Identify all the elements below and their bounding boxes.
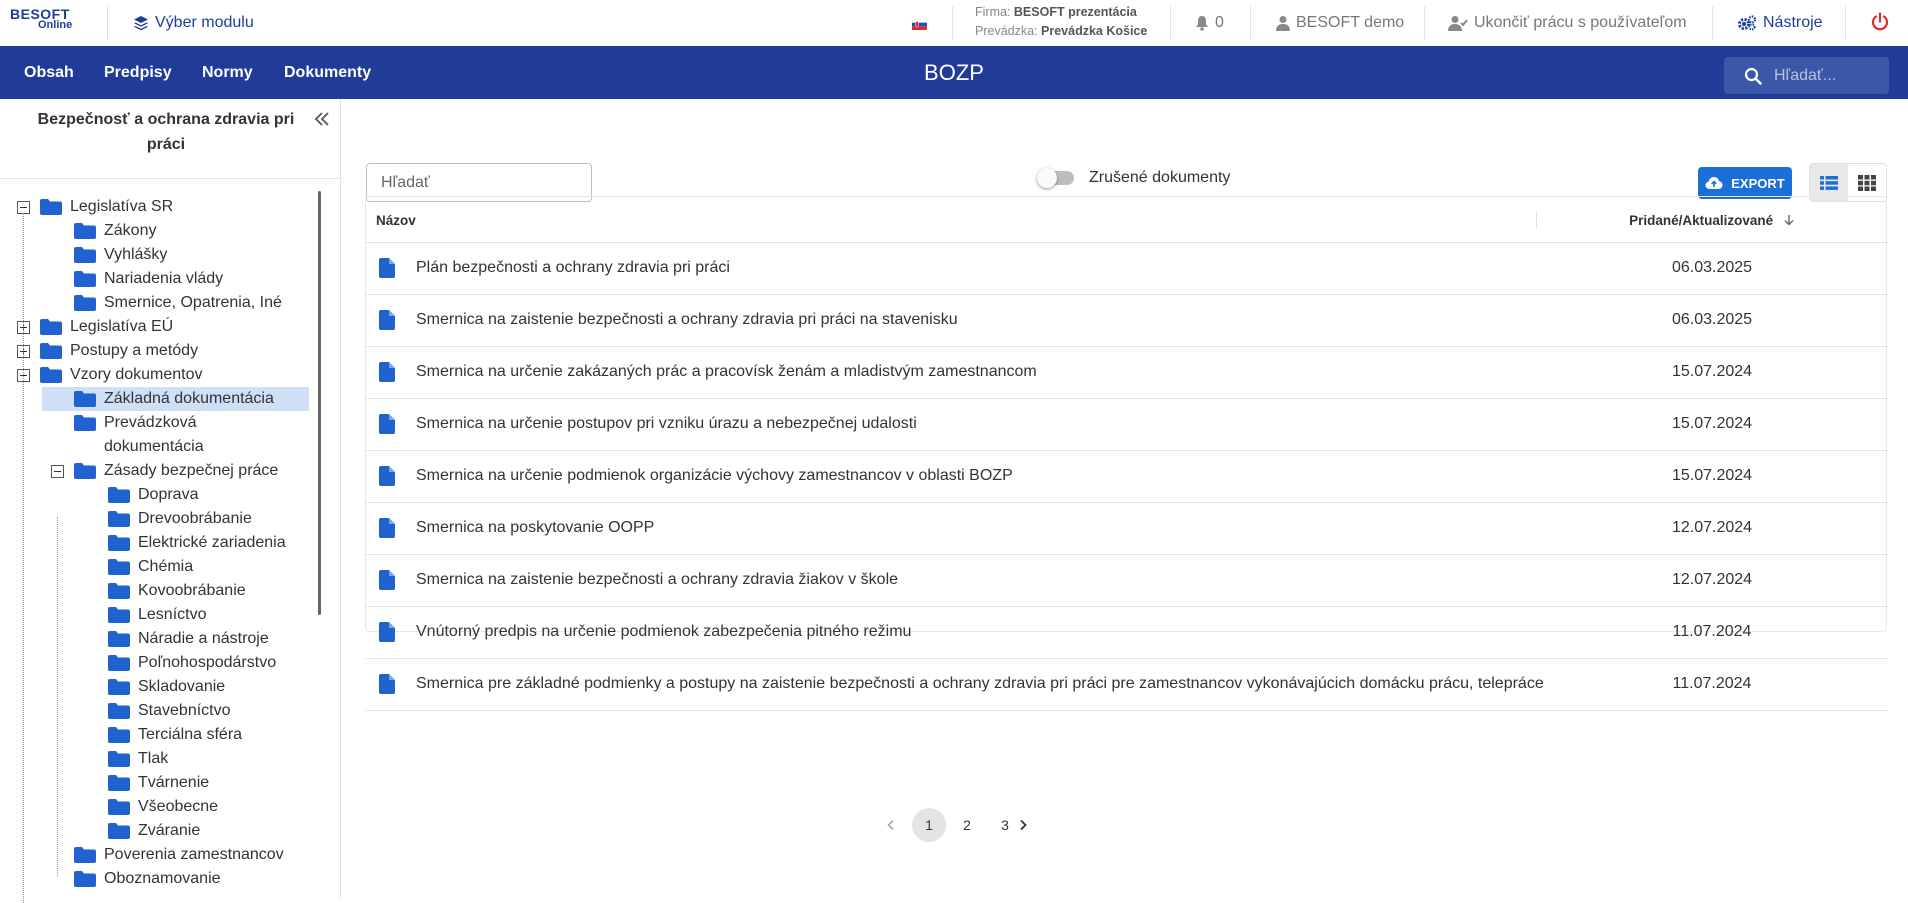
divider <box>1712 6 1713 40</box>
folder-icon <box>108 583 130 599</box>
documents-table <box>365 196 1887 692</box>
tree-item[interactable] <box>74 867 225 891</box>
module-select-label: Výber modulu <box>155 14 254 31</box>
document-icon <box>379 362 395 387</box>
folder-icon <box>108 607 130 623</box>
logo-subtext: Online <box>38 19 73 31</box>
table-row[interactable] <box>366 347 1888 399</box>
table-row[interactable] <box>366 243 1888 295</box>
document-title[interactable]: Smernica na zaistenie bezpečnosti a ochrany zdravia pri práci na stavenisku <box>416 311 958 328</box>
folder-icon <box>108 535 130 551</box>
document-date: 06.03.2025 <box>1671 311 1753 328</box>
tree-item[interactable] <box>74 411 224 459</box>
tree-item-label: Poľnohospodárstvo <box>138 654 277 671</box>
user-check-icon <box>1448 15 1468 31</box>
global-search[interactable] <box>1724 57 1889 94</box>
folder-icon <box>40 367 62 383</box>
top-bar <box>0 0 1908 46</box>
tree-item-label: Doprava <box>138 486 199 503</box>
grid-view-icon <box>1858 175 1876 191</box>
document-date: 15.07.2024 <box>1671 363 1753 380</box>
tree-item-label: Skladovanie <box>138 678 226 695</box>
tree-item-label: Drevoobrábanie <box>138 510 252 527</box>
column-header-date-label: Pridané/Aktualizované <box>1629 213 1774 228</box>
document-date: 12.07.2024 <box>1671 571 1753 588</box>
document-title[interactable]: Smernica pre základné podmienky a postupy na zaistenie bezpečnosti a ochrany zdravia pri práci pre zamestnancov vykonávajúcich domácku prácu, telepráce <box>416 675 1544 692</box>
page-button[interactable]: 3 <box>1001 817 1009 833</box>
document-title[interactable]: Smernica na určenie postupov pri vzniku úrazu a nebezpečnej udalosti <box>416 415 917 432</box>
tree-item-label: Prevádzková dokumentácia <box>104 414 204 455</box>
collapse-toggle[interactable] <box>51 465 64 478</box>
firm-label: Firma: <box>975 5 1011 19</box>
power-icon[interactable] <box>1871 12 1889 32</box>
sidebar-scrollbar[interactable] <box>318 191 321 615</box>
document-icon <box>379 518 395 543</box>
tree-item-label: Vyhlášky <box>104 246 168 263</box>
cancelled-docs-label: Zrušené dokumenty <box>1089 169 1231 186</box>
end-user-session-button[interactable] <box>1448 0 1687 46</box>
nav-link-dokumenty[interactable]: Dokumenty <box>284 64 372 81</box>
user-button[interactable] <box>1276 0 1404 46</box>
toggle-knob <box>1037 168 1057 188</box>
table-header <box>366 197 1888 243</box>
tree-item-label: Zváranie <box>138 822 201 839</box>
folder-icon <box>74 847 96 863</box>
document-date: 15.07.2024 <box>1671 467 1753 484</box>
cancelled-docs-toggle[interactable] <box>1040 171 1074 185</box>
table-row[interactable] <box>366 399 1888 451</box>
folder-icon <box>74 391 96 407</box>
tree-item[interactable] <box>74 219 160 243</box>
page-title: BOZP <box>924 60 984 85</box>
pagination <box>341 808 1908 842</box>
document-title[interactable]: Smernica na zaistenie bezpečnosti a ochrany zdravia žiakov v škole <box>416 571 899 588</box>
tree-item[interactable] <box>108 723 246 747</box>
document-icon <box>379 674 395 699</box>
notifications-button[interactable] <box>1195 0 1224 46</box>
document-date: 15.07.2024 <box>1671 415 1753 432</box>
folder-icon <box>74 295 96 311</box>
document-title[interactable]: Smernica na určenie zakázaných prác a pracovísk ženám a mladistvým zamestnancom <box>416 363 1037 380</box>
bell-icon <box>1195 15 1209 31</box>
folder-icon <box>108 799 130 815</box>
divider <box>1845 6 1846 40</box>
layers-icon <box>133 15 149 31</box>
module-select-button[interactable] <box>133 0 254 46</box>
tree-item[interactable] <box>108 795 222 819</box>
tree-item-label: Zákony <box>104 222 157 239</box>
main-nav-bar <box>0 46 1908 99</box>
tree-guide-line <box>23 213 24 903</box>
tree-item[interactable] <box>108 747 172 771</box>
tree-item-label: Chémia <box>138 558 194 575</box>
folder-icon <box>74 247 96 263</box>
table-row[interactable] <box>366 503 1888 555</box>
divider <box>952 6 953 40</box>
tree-item-label: Náradie a nástroje <box>138 630 269 647</box>
folder-icon <box>108 487 130 503</box>
tools-label: Nástroje <box>1763 14 1823 31</box>
table-row[interactable] <box>366 555 1888 607</box>
flag-sk-icon[interactable] <box>912 17 927 28</box>
tree-item[interactable] <box>74 267 227 291</box>
column-separator[interactable] <box>1536 212 1537 228</box>
folder-icon <box>40 199 62 215</box>
folder-icon <box>74 415 96 431</box>
user-name: BESOFT demo <box>1296 14 1405 31</box>
tree-item-label: Oboznamovanie <box>104 870 221 887</box>
page-button[interactable]: 1 <box>912 808 946 842</box>
folder-icon <box>74 463 96 479</box>
tree-item-label: Všeobecne <box>138 798 219 815</box>
tree-item[interactable] <box>40 363 207 387</box>
tree-item[interactable] <box>108 483 202 507</box>
document-title[interactable]: Plán bezpečnosti a ochrany zdravia pri práci <box>416 259 730 276</box>
cloud-upload-icon <box>1705 176 1723 190</box>
document-date: 06.03.2025 <box>1671 259 1753 276</box>
divider <box>107 6 108 40</box>
nav-link-predpisy[interactable]: Predpisy <box>104 64 172 81</box>
folder-icon <box>108 751 130 767</box>
table-row[interactable] <box>366 451 1888 503</box>
folder-icon <box>74 271 96 287</box>
column-header-name[interactable]: Názov <box>376 213 416 228</box>
divider <box>1170 6 1171 40</box>
export-button[interactable] <box>1698 167 1792 199</box>
tree-item[interactable] <box>108 627 273 651</box>
tree-item-label: Legislatíva SR <box>70 198 174 215</box>
folder-icon <box>108 727 130 743</box>
tree-item-label: Legislatíva EÚ <box>70 318 174 335</box>
folder-icon <box>40 343 62 359</box>
collapse-sidebar-button[interactable] <box>312 109 332 129</box>
divider <box>0 178 340 179</box>
logo-text: BESOFT <box>10 6 70 22</box>
folder-icon <box>108 655 130 671</box>
tree-item[interactable] <box>108 675 229 699</box>
tree-item[interactable] <box>108 699 235 723</box>
tree-item-label: Vzory dokumentov <box>70 366 203 383</box>
tree-item[interactable] <box>42 387 309 411</box>
tree-item[interactable] <box>74 243 171 267</box>
chevron-left-icon <box>886 819 896 831</box>
tree-item[interactable] <box>74 459 282 483</box>
tree-item-label: Poverenia zamestnancov <box>104 846 284 863</box>
gears-icon <box>1737 15 1757 31</box>
tree-item[interactable] <box>40 339 202 363</box>
tree-guide-line <box>57 517 58 877</box>
arrow-down-icon <box>1783 214 1795 226</box>
tree-item[interactable] <box>40 195 177 219</box>
folder-icon <box>108 703 130 719</box>
sidebar <box>0 99 341 899</box>
column-header-date[interactable] <box>1540 213 1884 228</box>
folder-icon <box>74 223 96 239</box>
tree-item-label: Zásady bezpečnej práce <box>104 462 279 479</box>
besoft-logo[interactable] <box>10 6 72 36</box>
document-icon <box>379 570 395 595</box>
table-row[interactable] <box>366 607 1888 659</box>
page-button[interactable]: 2 <box>963 817 971 833</box>
prev-page-button[interactable] <box>874 808 908 842</box>
tree-item[interactable] <box>108 819 204 843</box>
collapse-left-icon <box>312 109 332 129</box>
tree-item-label: Postupy a metódy <box>70 342 199 359</box>
document-title[interactable]: Smernica na určenie podmienok organizácie výchovy zamestnancov v oblasti BOZP <box>416 467 1013 484</box>
table-row[interactable] <box>366 295 1888 347</box>
document-icon <box>379 258 395 283</box>
document-date: 11.07.2024 <box>1672 675 1752 692</box>
tree-item-label: Tlak <box>138 750 169 767</box>
tree-item-label: Terciálna sféra <box>138 726 243 743</box>
folder-icon <box>74 871 96 887</box>
document-date: 11.07.2024 <box>1672 623 1752 640</box>
main-content <box>341 99 1908 899</box>
export-label: EXPORT <box>1731 175 1785 191</box>
document-icon <box>379 466 395 491</box>
tree-item[interactable] <box>40 315 177 339</box>
next-page-button[interactable] <box>1006 808 1040 842</box>
folder-icon <box>108 679 130 695</box>
folder-icon <box>108 559 130 575</box>
folder-icon <box>108 631 130 647</box>
divider <box>1250 6 1251 40</box>
tree-item-label: Tvárnenie <box>138 774 210 791</box>
table-row[interactable] <box>366 659 1888 711</box>
chevron-right-icon <box>1018 819 1028 831</box>
folder-tree <box>0 195 318 899</box>
tree-item[interactable] <box>74 843 288 867</box>
document-date: 12.07.2024 <box>1671 519 1753 536</box>
folder-icon <box>108 775 130 791</box>
tree-item[interactable] <box>108 531 290 555</box>
document-icon <box>379 414 395 439</box>
tree-item[interactable] <box>74 291 286 315</box>
document-icon <box>379 622 395 647</box>
sidebar-title: Bezpečnosť a ochrana zdravia pri práci <box>37 111 295 153</box>
list-view-icon <box>1820 176 1838 190</box>
nav-link-normy[interactable]: Normy <box>202 64 253 81</box>
tree-item[interactable] <box>108 555 197 579</box>
tree-item-label: Nariadenia vlády <box>104 270 224 287</box>
tree-item[interactable] <box>108 771 213 795</box>
folder-icon <box>108 823 130 839</box>
tree-item-label: Elektrické zariadenia <box>138 534 286 551</box>
document-icon <box>379 310 395 335</box>
tree-item-label: Kovoobrábanie <box>138 582 246 599</box>
tree-item[interactable] <box>108 579 250 603</box>
document-title[interactable]: Vnútorný predpis na určenie podmienok zabezpečenia pitného režimu <box>416 623 912 640</box>
tree-item-label: Základná dokumentácia <box>104 390 274 407</box>
branch-label: Prevádzka: <box>975 24 1038 38</box>
tree-item-label: Smernice, Opatrenia, Iné <box>104 294 282 311</box>
tree-item-label: Lesníctvo <box>138 606 207 623</box>
folder-icon <box>40 319 62 335</box>
user-icon <box>1276 15 1290 31</box>
tree-item[interactable] <box>108 507 256 531</box>
global-search-input[interactable] <box>1774 67 1884 85</box>
notifications-count: 0 <box>1215 14 1224 31</box>
search-icon <box>1744 67 1762 85</box>
tree-item[interactable] <box>108 603 210 627</box>
branch-value: Prevádzka Košice <box>1041 24 1148 38</box>
end-user-session-label: Ukončiť prácu s používateľom <box>1474 14 1687 31</box>
firm-value: BESOFT prezentácia <box>1013 5 1137 19</box>
folder-icon <box>108 511 130 527</box>
divider <box>1424 6 1425 40</box>
tools-button[interactable] <box>1737 0 1823 46</box>
nav-link-obsah[interactable]: Obsah <box>24 64 74 81</box>
document-title[interactable]: Smernica na poskytovanie OOPP <box>416 519 655 536</box>
tree-item-label: Stavebníctvo <box>138 702 231 719</box>
firm-info <box>975 3 1147 41</box>
tree-item[interactable] <box>108 651 280 675</box>
